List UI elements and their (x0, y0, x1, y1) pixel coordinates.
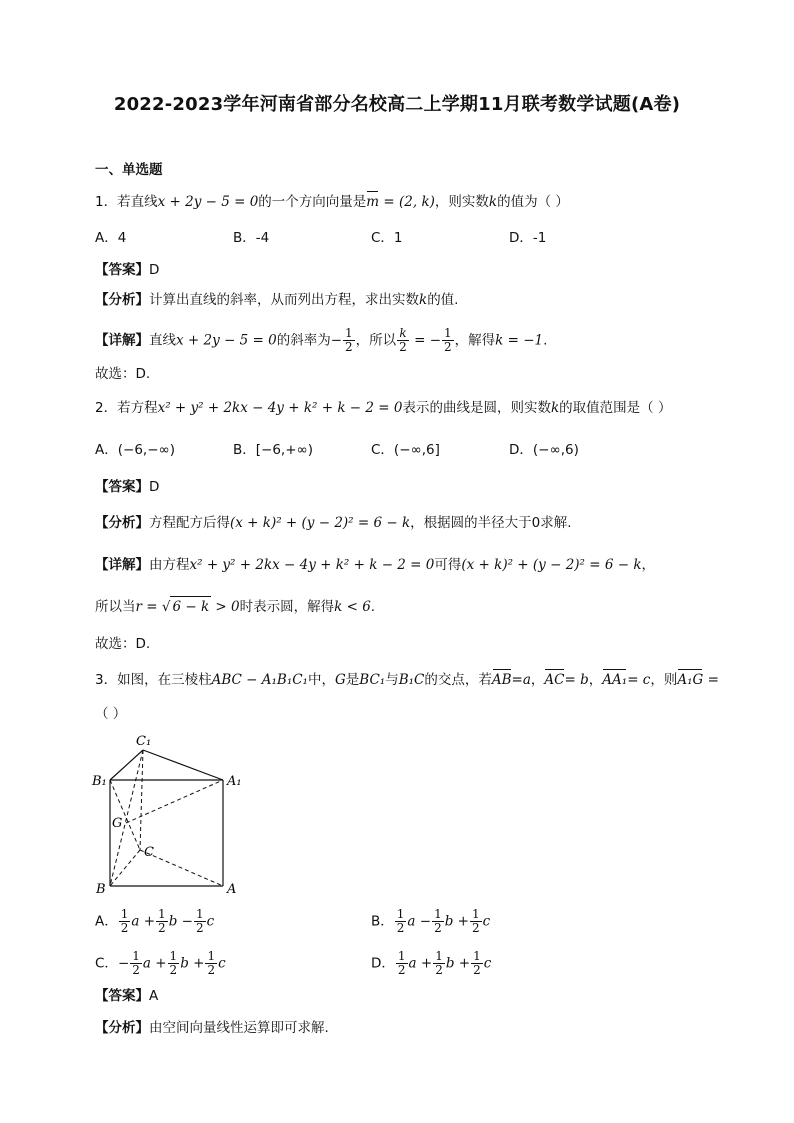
section-heading: 一、单选题 (95, 162, 163, 178)
q2-choose: 故选：D. (95, 636, 151, 652)
q2-answer: 【答案】D (95, 479, 160, 495)
fraction-one-half: $\frac{1}{2}$ (444, 326, 452, 354)
label-b1: B₁ (92, 774, 107, 789)
label-g: G (112, 816, 123, 831)
q3-option-b: B． $\frac{1}{2}$ a − $\frac{1}{2}$ b + $\frac{1}{2}$ c (371, 907, 491, 935)
q1-option-a: A．4 (95, 230, 127, 246)
q2-option-d: D．(−∞,6) (509, 442, 579, 458)
q1-option-c: C．1 (371, 230, 403, 246)
q3-analysis: 【分析】由空间向量线性运算即可求解. (95, 1020, 329, 1036)
q1-answer: 【答案】D (95, 262, 160, 278)
q3-option-c: C．− $\frac{1}{2}$ a + $\frac{1}{2}$ b + $\frac{1}{2}$ c (95, 949, 226, 977)
q2-analysis: 【分析】方程配方后得(x + k)² + (y − 2)² = 6 − k，根据圆的半径大于0求解. (95, 515, 572, 531)
q1-option-b: B．-4 (233, 230, 270, 246)
q3-option-d: D． $\frac{1}{2}$ a + $\frac{1}{2}$ b + $\frac{1}{2}$ c (371, 949, 492, 977)
q2-detail: 【详解】由方程x² + y² + 2kx − 4y + k² + k − 2 = 0可得(x + k)² + (y − 2)² = 6 − k， (95, 557, 656, 573)
q2-option-c: C．(−∞,6] (371, 442, 440, 458)
q1-option-d: D．-1 (509, 230, 547, 246)
q1-analysis: 【分析】计算出直线的斜率，从而列出方程，求出实数k的值. (95, 292, 459, 308)
document-title: 2022-2023学年河南省部分名校高二上学期11月联考数学试题(A卷) (113, 94, 681, 115)
label-a1: A₁ (227, 774, 242, 789)
q3-stem: 3．如图，在三棱柱ABC − A₁B₁C₁中，G是BC₁与B₁C的交点，若AB=a，AC= b，AA₁= c，则A₁G = (95, 672, 719, 688)
q3-paren: （ ） (95, 706, 127, 722)
q2-option-b: B．[−6,+∞) (233, 442, 314, 458)
label-c1: C₁ (136, 734, 152, 749)
q1-choose: 故选：D. (95, 366, 151, 382)
q1-detail: 【详解】直线x + 2y − 5 = 0的斜率为− $\frac{1}{2}$ ，所以 $\frac{k}{2}$ = − $\frac{1}{2}$ ，解得k = −1. (95, 326, 548, 354)
q3-answer: 【答案】A (95, 988, 159, 1004)
q2-option-a: A．(−6,−∞) (95, 442, 176, 458)
q1-stem: 1．若直线x + 2y − 5 = 0的一个方向向量是m = (2, k)，则实数k的值为（ ） (95, 194, 569, 210)
fraction-k-half: $\frac{k}{2}$ (399, 326, 407, 354)
label-c: C (144, 845, 154, 860)
q2-detail-line2: 所以当r = √ 6 − k > 0时表示圆，解得k < 6. (95, 596, 375, 617)
label-a: A (227, 882, 237, 897)
label-b: B (96, 882, 106, 897)
q3-option-a: A． $\frac{1}{2}$ a + $\frac{1}{2}$ b − $\frac{1}{2}$ c (95, 907, 215, 935)
prism-figure (90, 728, 250, 900)
q2-stem: 2．若方程x² + y² + 2kx − 4y + k² + k − 2 = 0表示的曲线是圆，则实数k的取值范围是（ ） (95, 400, 672, 416)
fraction-one-half: $\frac{1}{2}$ (345, 326, 353, 354)
